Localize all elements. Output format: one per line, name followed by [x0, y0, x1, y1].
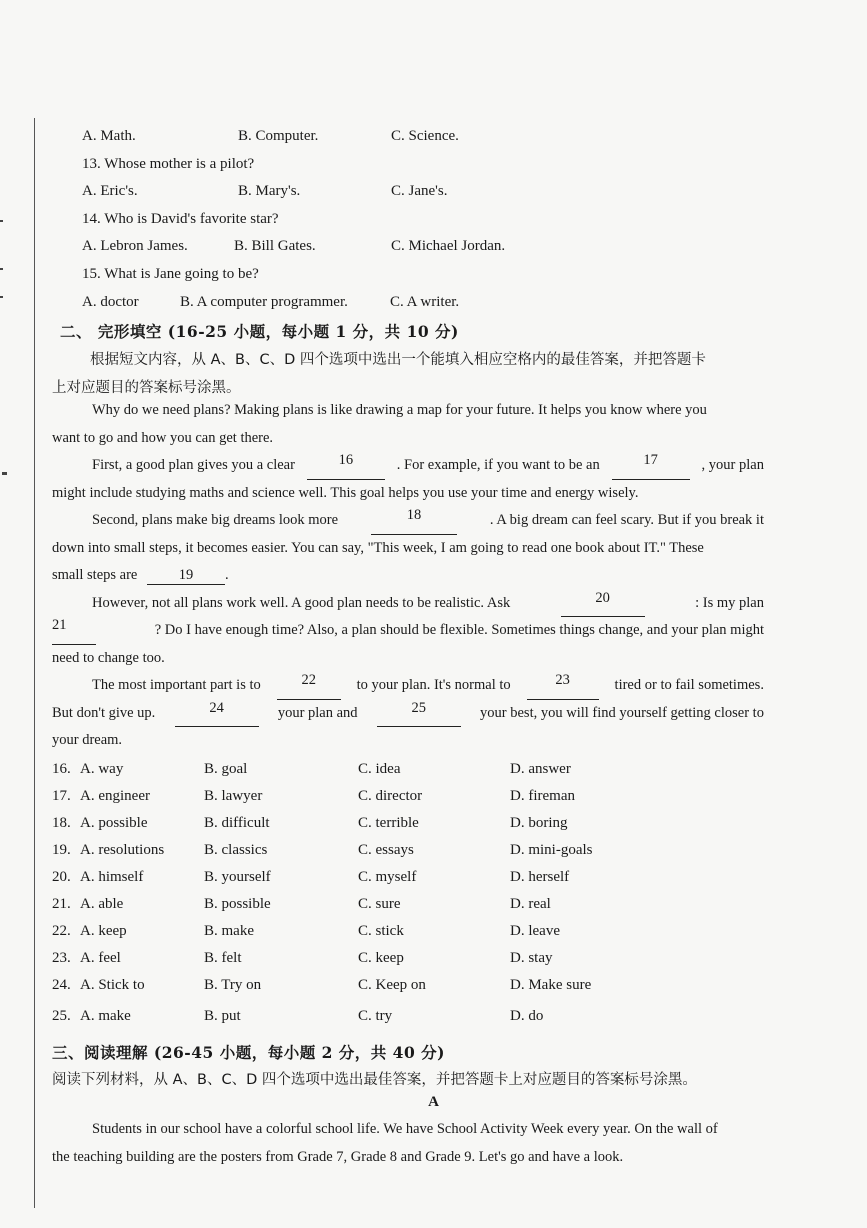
passage-line — [52, 397, 764, 425]
scan-mark — [0, 220, 3, 222]
option-b: B. A computer programmer. — [180, 294, 348, 310]
section-3-heading: 三、阅读理解 (26-45 小题，每小题 2 分，共 40 分) — [52, 1043, 445, 1062]
option-b: B. difficult — [204, 815, 270, 831]
option-a: A. able — [80, 896, 124, 912]
option-b: B. Try on — [204, 977, 262, 993]
option-c: C. Keep on — [358, 977, 426, 993]
option-a: A. way — [80, 761, 124, 777]
passage-line — [52, 507, 764, 535]
binding-margin-line — [34, 118, 35, 1208]
question-13-stem: 13. Whose mother is a pilot? — [82, 156, 255, 172]
passage-line — [52, 645, 764, 673]
passage-text: down into small steps, it becomes easier. You can say, "This week, I am going to read one book about IT." These — [52, 539, 704, 556]
option-a: A. doctor — [82, 294, 139, 310]
option-d: D. Make sure — [510, 977, 592, 993]
passage-line — [52, 617, 764, 645]
option-c: C. idea — [358, 761, 401, 777]
option-c: C. A writer. — [390, 294, 460, 310]
option-b: B. Computer. — [238, 128, 319, 144]
question-number: 19. — [52, 842, 71, 858]
option-b: B. Bill Gates. — [234, 238, 316, 254]
passage-text: . A big dream can feel scary. But if you break it — [489, 512, 764, 528]
passage-text: need to change too. — [52, 649, 165, 666]
option-d: D. do — [510, 1008, 544, 1024]
passage-text: your best, you will find yourself getting closer to — [480, 704, 764, 721]
section-2-instruction-line1: 根据短文内容，从 A、B、C、D 四个选项中选出一个能填入相应空格内的最佳答案，并把答题卡 — [90, 352, 706, 368]
option-a: A. possible — [80, 815, 148, 831]
blank-25: 25 — [377, 700, 461, 728]
passage-text: your plan and — [277, 704, 358, 721]
passage-text: your dream. — [52, 732, 123, 748]
blank-20: 20 — [561, 590, 645, 618]
passage-text: Why do we need plans? Making plans is like drawing a map for your future. It helps you know where you — [92, 402, 707, 418]
question-number: 25. — [52, 1008, 71, 1024]
passage-text: , your plan — [701, 457, 764, 473]
reading-passage-a — [52, 1116, 764, 1171]
option-c: C. myself — [358, 869, 417, 885]
passage-line — [52, 1144, 764, 1172]
option-a: A. keep — [80, 923, 127, 939]
blank-21: 21 — [52, 617, 96, 645]
question-number: 16. — [52, 761, 71, 777]
question-number: 24. — [52, 977, 71, 993]
passage-line — [52, 452, 764, 480]
passage-text: to your plan. It's normal to — [356, 677, 511, 693]
blank-19: 19 — [147, 567, 225, 585]
passage-line — [52, 590, 764, 618]
passage-text: First, a good plan gives you a clear — [92, 457, 295, 473]
option-d: D. herself — [510, 869, 570, 885]
passage-text: the teaching building are the posters from Grade 7, Grade 8 and Grade 9. Let's go and have a look. — [52, 1148, 624, 1165]
passage-line — [52, 727, 764, 755]
option-b: B. put — [204, 1008, 241, 1024]
passage-text: might include studying maths and science well. This goal helps you use your time and energy wisely. — [52, 484, 639, 501]
section-2-instruction-line2: 上对应题目的答案标号涂黑。 — [52, 380, 241, 396]
passage-text: Second, plans make big dreams look more — [92, 512, 339, 528]
option-b: B. possible — [204, 896, 271, 912]
option-b: B. yourself — [204, 869, 271, 885]
section-3-instruction: 阅读下列材料，从 A、B、C、D 四个选项中选出最佳答案，并把答题卡上对应题目的答案标号涂黑。 — [52, 1072, 697, 1088]
option-b: B. make — [204, 923, 254, 939]
passage-line — [52, 535, 764, 563]
option-a: A. feel — [80, 950, 121, 966]
option-d: D. stay — [510, 950, 553, 966]
option-d: D. boring — [510, 815, 568, 831]
option-d: D. leave — [510, 923, 560, 939]
option-d: D. fireman — [510, 788, 575, 804]
question-number: 18. — [52, 815, 71, 831]
question-number: 23. — [52, 950, 71, 966]
question-number: 21. — [52, 896, 71, 912]
question-15-stem: 15. What is Jane going to be? — [82, 266, 259, 282]
option-a: A. Lebron James. — [82, 238, 188, 254]
blank-22: 22 — [277, 672, 341, 700]
scan-mark — [2, 472, 7, 475]
option-b: B. classics — [204, 842, 268, 858]
question-number: 17. — [52, 788, 71, 804]
option-b: B. goal — [204, 761, 248, 777]
option-a: A. Stick to — [80, 977, 145, 993]
passage-text: But don't give up. — [52, 704, 156, 721]
option-b: B. Mary's. — [238, 183, 301, 199]
blank-18: 18 — [371, 507, 457, 535]
passage-text: ? Do I have enough time? Also, a plan should be flexible. Sometimes things change, and your plan might — [154, 622, 764, 638]
option-d: D. answer — [510, 761, 571, 777]
option-b: B. lawyer — [204, 788, 263, 804]
passage-text: However, not all plans work well. A good plan needs to be realistic. Ask — [92, 594, 511, 611]
option-d: D. mini-goals — [510, 842, 593, 858]
option-c: C. stick — [358, 923, 404, 939]
question-number: 22. — [52, 923, 71, 939]
option-a: A. engineer — [80, 788, 150, 804]
option-a: A. Math. — [82, 128, 136, 144]
blank-17: 17 — [612, 452, 690, 480]
cloze-passage — [52, 397, 764, 755]
option-c: C. Jane's. — [391, 183, 448, 199]
scan-mark — [0, 296, 3, 298]
passage-text: . — [225, 567, 229, 583]
passage-text: The most important part is to — [92, 677, 261, 693]
option-c: C. terrible — [358, 815, 419, 831]
passage-text: want to go and how you can get there. — [52, 429, 274, 446]
question-14-stem: 14. Who is David's favorite star? — [82, 211, 279, 227]
passage-line — [52, 562, 764, 590]
section-2-heading: 二、 完形填空 (16-25 小题，每小题 1 分，共 10 分) — [60, 322, 459, 341]
passage-line — [52, 672, 764, 700]
option-c: C. director — [358, 788, 423, 804]
option-c: C. essays — [358, 842, 414, 858]
passage-text: Students in our school have a colorful school life. We have School Activity Week every year. On the wall of — [92, 1121, 718, 1137]
blank-16: 16 — [307, 452, 385, 480]
option-a: A. himself — [80, 869, 144, 885]
passage-line — [52, 425, 764, 453]
passage-label: A — [428, 1094, 439, 1110]
passage-text: small steps are — [52, 567, 138, 583]
question-number: 20. — [52, 869, 71, 885]
option-c: C. keep — [358, 950, 404, 966]
scan-mark — [0, 268, 3, 270]
option-c: C. sure — [358, 896, 401, 912]
passage-line — [52, 1116, 764, 1144]
passage-line — [52, 480, 764, 508]
option-a: A. resolutions — [80, 842, 165, 858]
option-a: A. make — [80, 1008, 131, 1024]
blank-24: 24 — [175, 700, 259, 728]
option-d: D. real — [510, 896, 551, 912]
option-c: C. Michael Jordan. — [391, 238, 506, 254]
option-c: C. Science. — [391, 128, 459, 144]
passage-line — [52, 700, 764, 728]
passage-text: . For example, if you want to be an — [396, 457, 600, 473]
option-c: C. try — [358, 1008, 393, 1024]
option-a: A. Eric's. — [82, 183, 138, 199]
passage-text: tired or to fail sometimes. — [614, 677, 764, 693]
option-b: B. felt — [204, 950, 242, 966]
blank-23: 23 — [527, 672, 599, 700]
passage-text: : Is my plan — [695, 594, 764, 611]
